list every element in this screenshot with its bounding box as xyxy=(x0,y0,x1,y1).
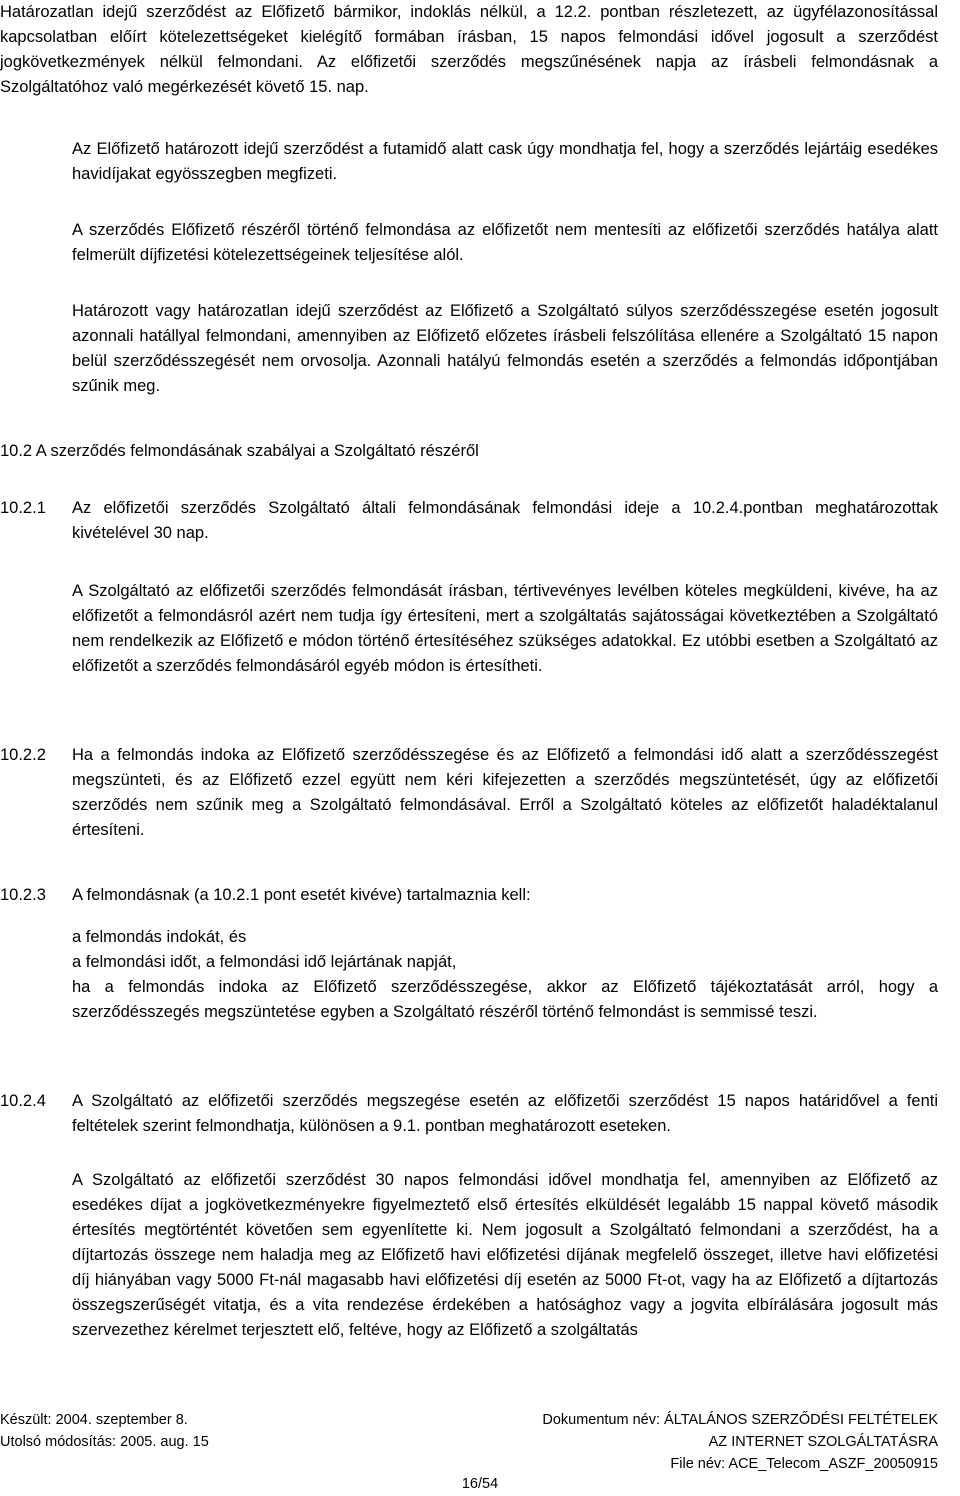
footer-modified-date: Utolsó módosítás: 2005. aug. 15 xyxy=(0,1434,209,1450)
footer-document-name: Dokumentum név: ÁLTALÁNOS SZERZŐDÉSI FELTÉTELEK xyxy=(542,1412,938,1428)
paragraph-30-day-termination: A Szolgáltató az előfizetői szerződést 30 napos felmondási idővel mondhatja fel, amennyiben az Előfizető az esedékes díjat a jogkövetkezményekre figyelmeztető első értesítés elküldését legalább 15 nappal követő második értesítés megtörténtét követően sem egyenlítette ki. Nem jogosult a Szolgáltató felmondani a szerződést, ha a díjtartozás összege nem haladja meg az Előfizető havi előfizetési díjának megfelelő összeget, illetve havi előfizetési díj hiányában vagy 5000 Ft-nál magasabb havi előfizetési díj esetén az 5000 Ft-ot, vagy ha az Előfizető a díjtartozás összegszerűségét vitatja, és a vita rendezése érdekében a hatósághoz vagy a jogvita elbírálására jogosult más szervezethez kérelmet terjesztett elő, feltéve, hogy az Előfizető a szolgáltatás xyxy=(72,1171,938,1339)
section-heading-10-2: 10.2 A szerződés felmondásának szabályai a Szolgáltató részéről xyxy=(0,442,479,460)
section-number: 10.2.3 xyxy=(0,886,46,904)
section-text: A Szolgáltató az előfizetői szerződés megszegése esetén az előfizetői szerződést 15 napos határidővel a fenti feltételek szerint felmondhatja, különösen a 9.1. pontban meghatározott eseteken. xyxy=(72,1092,938,1135)
paragraph-immediate-termination: Határozott vagy határozatlan idejű szerződést az Előfizető a Szolgáltató súlyos szerződésszegése esetén jogosult azonnali hatállyal felmondani, amennyiben az Előfizető előzetes írásbeli felszólítása ellenére a Szolgáltató 15 napon belül szerződésszegését nem orvosolja. Azonnali hatályú felmondás esetén a szerződés a felmondás időpontjában szűnik meg. xyxy=(72,302,938,395)
page-number: 16/54 xyxy=(461,1476,499,1492)
section-text: Ha a felmondás indoka az Előfizető szerződésszegése és az Előfizető a felmondási idő alatt a szerződésszegést megszünteti, és az Előfizető ezzel együtt nem kéri kifejezetten a szerződés megszüntetését, úgy az előfizetői szerződés nem szűnik meg a Szolgáltató felmondásával. Erről a Szolgáltató köteles az előfizetőt haladéktalanul értesíteni. xyxy=(72,746,938,839)
section-number: 10.2.1 xyxy=(0,499,46,517)
section-number: 10.2.4 xyxy=(0,1092,46,1110)
paragraph-indefinite-termination: Határozatlan idejű szerződést az Előfizető bármikor, indoklás nélkül, a 12.2. pontban részletezett, az ügyfélazonosítással kapcsolatban előírt kötelezettségeket kielégítő formában írásban, 15 napos felmondási idővel jogosult a szerződést jogkövetkezmények nélkül felmondani. Az előfizetői szerződés megszűnésének napja az írásbeli felmondásnak a Szolgáltatóhoz való megérkezését követő 15. nap. xyxy=(0,3,938,96)
termination-content-list xyxy=(72,925,938,1025)
section-10-2-4 xyxy=(0,1089,938,1139)
section-10-2-2 xyxy=(0,743,938,843)
footer-file-name: File név: ACE_Telecom_ASZF_20050915 xyxy=(670,1456,938,1472)
footer-created-date: Készült: 2004. szeptember 8. xyxy=(0,1412,188,1428)
paragraph-written-notice: A Szolgáltató az előfizetői szerződés felmondását írásban, tértivevényes levélben köteles megküldeni, kivéve, ha az előfizetőt a felmondásról azért nem tudja így értesíteni, mert a szolgáltatás sajátosságai következtében a Szolgáltató nem rendelkezik az Előfizető e módon történő értesítéséhez szükséges adatokkal. Ez utóbbi esetben a Szolgáltató az előfizetőt a szerződés felmondásáról egyéb módon is értesítheti. xyxy=(72,582,938,675)
list-item: a felmondás indokát, és xyxy=(72,928,247,946)
footer-document-subtitle: AZ INTERNET SZOLGÁLTATÁSRA xyxy=(708,1434,938,1450)
section-text: Az előfizetői szerződés Szolgáltató általi felmondásának felmondási ideje a 10.2.4.pontban meghatározottak kivételével 30 nap. xyxy=(72,499,938,542)
paragraph-fixed-term-termination: Az Előfizető határozott idejű szerződést a futamidő alatt cask úgy mondhatja fel, hogy a szerződés lejártáig esedékes havidíjakat egyösszegben megfizeti. xyxy=(72,140,938,183)
paragraph-payment-obligation: A szerződés Előfizető részéről történő felmondása az előfizetőt nem mentesíti az előfizetői szerződés hatálya alatt felmerült díjfizetési kötelezettségeinek teljesítése alól. xyxy=(72,221,938,264)
list-item: ha a felmondás indoka az Előfizető szerződésszegése, akkor az Előfizető tájékoztatását arról, hogy a szerződésszegés megszüntetése egyben a Szolgáltató részéről történő felmondást is semmissé teszi. xyxy=(72,978,938,1021)
section-10-2-3 xyxy=(0,883,938,908)
list-item: a felmondási időt, a felmondási idő lejártának napját, xyxy=(72,953,457,971)
section-number: 10.2.2 xyxy=(0,746,46,764)
section-10-2-1 xyxy=(0,496,938,546)
section-text: A felmondásnak (a 10.2.1 pont esetét kivéve) tartalmaznia kell: xyxy=(72,886,531,904)
